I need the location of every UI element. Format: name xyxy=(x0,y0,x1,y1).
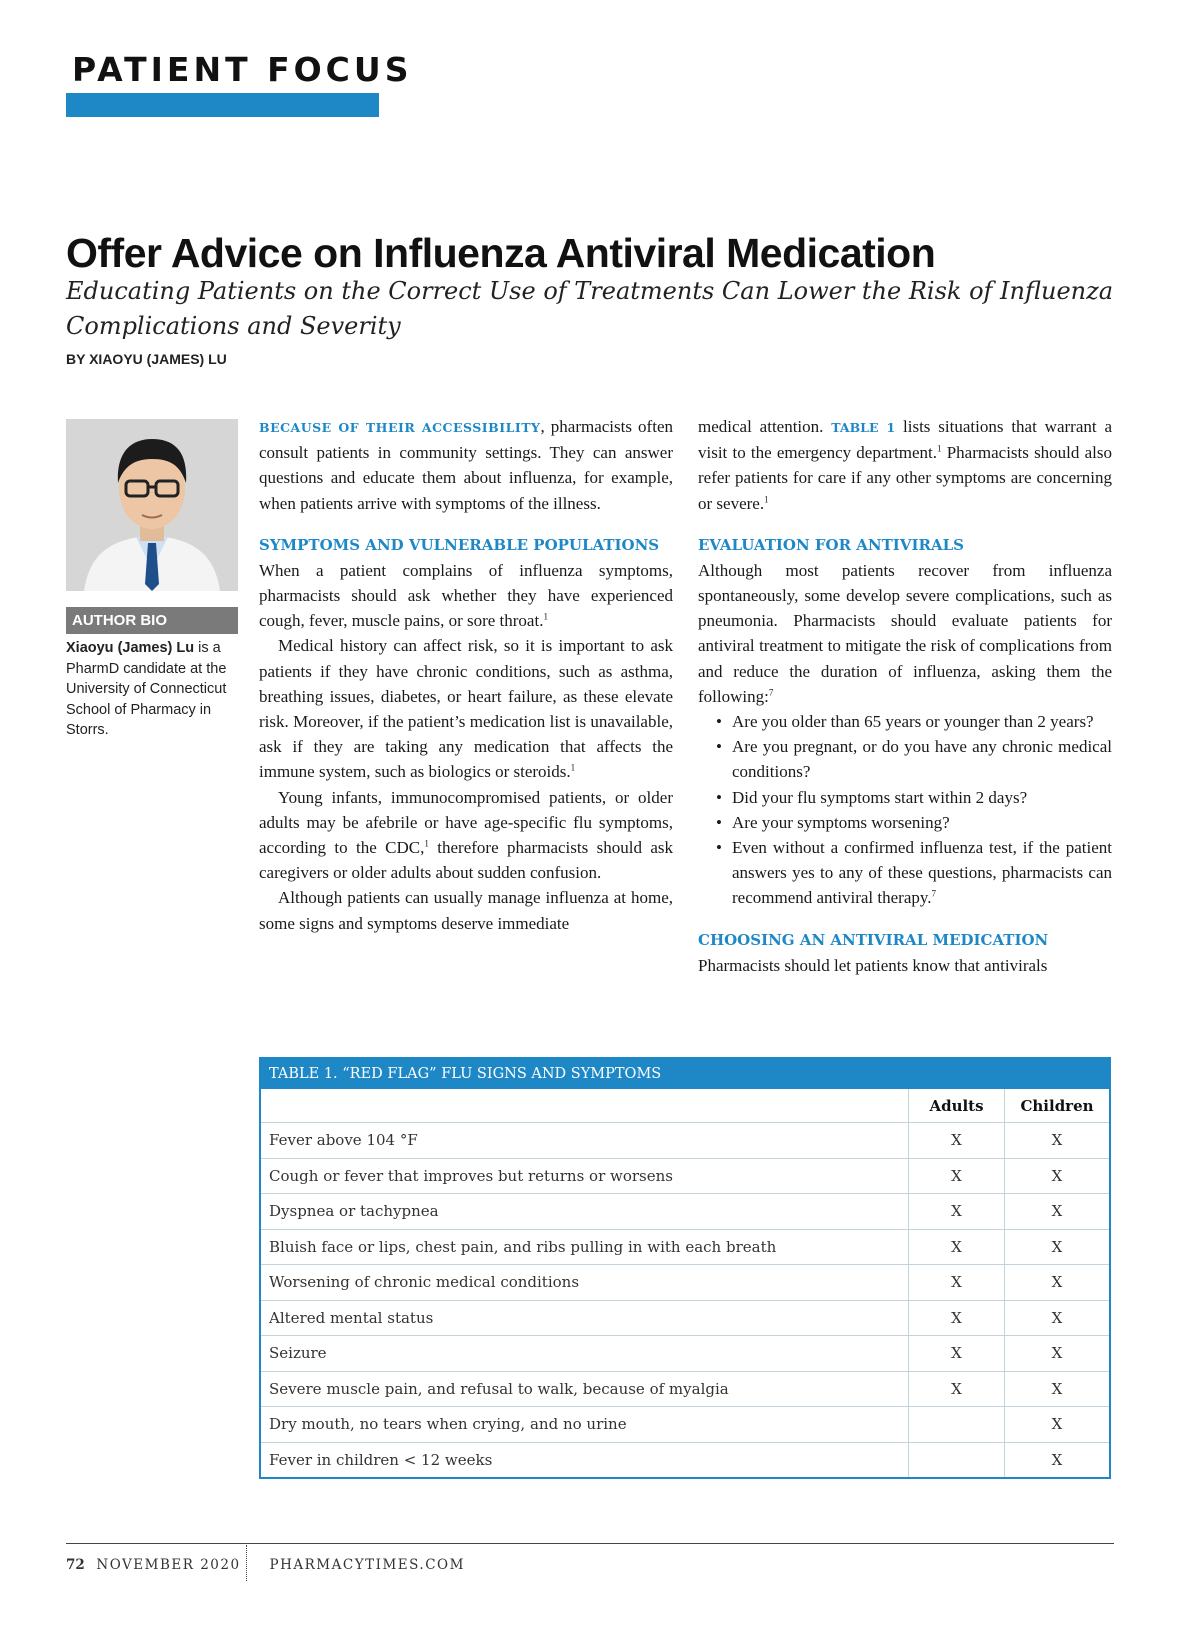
table-row xyxy=(261,1194,1109,1230)
column-header-children: Children xyxy=(1005,1089,1110,1123)
page-number: 72 xyxy=(66,1557,85,1573)
page-footer xyxy=(66,1557,465,1573)
row-label: Bluish face or lips, chest pain, and ribs pulling in with each breath xyxy=(261,1229,909,1265)
row-label: Fever in children < 12 weeks xyxy=(269,1450,493,1469)
table-row xyxy=(261,1407,1109,1443)
paragraph-evaluation: Although most patients recover from influenza spontaneously, some develop severe complications, such as pneumonia. Pharmacists should evaluate patients for antiviral treatment to mitigate the risk of complications from and reduce the duration of influenza, asking them the following:$^7$ xyxy=(698,560,1112,706)
table-header-row xyxy=(261,1089,1109,1123)
table-row xyxy=(261,1336,1109,1372)
author-bio-text xyxy=(66,638,238,741)
row-label: Seizure xyxy=(261,1336,909,1372)
adults-cell xyxy=(909,1407,1005,1443)
list-item: • Are your symptoms worsening? xyxy=(716,812,950,832)
red-flag-table-grid xyxy=(261,1089,1109,1477)
children-cell: X xyxy=(1005,1229,1110,1265)
byline: BY XIAOYU (JAMES) LU xyxy=(66,351,227,367)
column-header-adults: Adults xyxy=(909,1089,1005,1123)
table-row xyxy=(261,1229,1109,1265)
adults-cell xyxy=(909,1442,1005,1477)
article-headline: Offer Advice on Influenza Antiviral Medication xyxy=(66,230,936,276)
adults-cell: X xyxy=(909,1194,1005,1230)
body-column-2 xyxy=(698,414,1112,978)
table-row xyxy=(261,1158,1109,1194)
adults-cell: X xyxy=(909,1371,1005,1407)
children-cell: X xyxy=(1005,1300,1110,1336)
heading-choosing: CHOOSING AN ANTIVIRAL MEDICATION xyxy=(698,930,1049,949)
author-photo xyxy=(66,419,238,591)
table-row xyxy=(261,1123,1109,1159)
adults-cell: X xyxy=(909,1265,1005,1301)
children-cell: X xyxy=(1005,1158,1110,1194)
heading-symptoms: SYMPTOMS AND VULNERABLE POPULATIONS xyxy=(259,535,660,554)
table-title: TABLE 1. “RED FLAG” FLU SIGNS AND SYMPTOMS xyxy=(261,1059,1109,1089)
list-item: • Even without a confirmed influenza test, if the patient answers yes to any of these questions, pharmacists can recommend antiviral therapy.$^7$ xyxy=(716,838,1112,908)
heading-evaluation: EVALUATION FOR ANTIVIRALS xyxy=(698,535,964,554)
red-flag-table xyxy=(259,1057,1111,1479)
paragraph-home-care: Although patients can usually manage influenza at home, some signs and symptoms deserve immediate xyxy=(259,888,673,933)
site-url: PHARMACYTIMES.COM xyxy=(269,1557,465,1573)
table-row xyxy=(261,1300,1109,1336)
paragraph-medical-history: Medical history can affect risk, so it is important to ask patients if they have chronic conditions, such as asthma, breathing issues, diabetes, or heart failure, as these elevate risk. Moreover, if the patient’s medication list is unavailable, ask if they are taking any medication that affects the immune system, such as biologics or steroids.$^1$ xyxy=(259,636,673,782)
evaluation-question-list xyxy=(698,709,1112,911)
adults-cell: X xyxy=(909,1123,1005,1159)
list-item: • Are you older than 65 years or younger than 2 years? xyxy=(716,712,1094,732)
section-label: PATIENT FOCUS xyxy=(72,50,413,89)
table-row xyxy=(261,1371,1109,1407)
table-row xyxy=(261,1265,1109,1301)
children-cell: X xyxy=(1005,1194,1110,1230)
adults-cell: X xyxy=(909,1300,1005,1336)
row-label: Fever above 104 °F xyxy=(261,1123,909,1159)
list-item: • Are you pregnant, or do you have any chronic medical conditions? xyxy=(716,737,1112,782)
author-name: Xiaoyu (James) Lu xyxy=(66,640,195,656)
adults-cell: X xyxy=(909,1336,1005,1372)
paragraph-medical-attention: medical attention. TABLE 1 lists situations that warrant a visit to the emergency department.$^1$ Pharmacists should also refer patients for care if any other symptoms are concerning or severe.$^1$ xyxy=(698,417,1113,513)
children-cell: X xyxy=(1005,1371,1110,1407)
article-subhead: Educating Patients on the Correct Use of Treatments Can Lower the Risk of Influenza Complications and Severity xyxy=(66,277,1114,340)
body-column-1 xyxy=(259,414,673,936)
section-accent-bar xyxy=(66,93,379,117)
row-label: Dry mouth, no tears when crying, and no urine xyxy=(261,1407,909,1443)
paragraph-symptoms: When a patient complains of influenza symptoms, pharmacists should ask whether they have experienced cough, fever, muscle pains, or sore throat.$^1$ xyxy=(259,560,673,631)
lead-in: BECAUSE OF THEIR ACCESSIBILITY xyxy=(259,420,541,435)
issue-date: NOVEMBER 2020 xyxy=(96,1557,241,1573)
row-label: Altered mental status xyxy=(261,1300,909,1336)
table-reference: TABLE 1 xyxy=(831,420,896,435)
author-bio-tag: AUTHOR BIO xyxy=(66,607,238,634)
author-bio-description: is a PharmD candidate at the University of Connecticut School of Pharmacy in Storrs. xyxy=(66,640,227,738)
list-item: • Did your flu symptoms start within 2 days? xyxy=(716,787,1028,807)
table-header-blank xyxy=(261,1089,909,1123)
footer-rule xyxy=(66,1543,1114,1544)
row-label: Severe muscle pain, and refusal to walk, because of myalgia xyxy=(261,1371,909,1407)
children-cell: X xyxy=(1005,1336,1110,1372)
paragraph-choosing: Pharmacists should let patients know that antivirals xyxy=(698,955,1048,975)
row-label: Dyspnea or tachypnea xyxy=(261,1194,909,1230)
adults-cell: X xyxy=(909,1229,1005,1265)
paragraph-intro: BECAUSE OF THEIR ACCESSIBILITY, pharmacists often consult patients in community settings. They can answer questions and educate them about influenza, for example, when patients arrive with symptoms of the illness. xyxy=(259,417,673,513)
children-cell: X xyxy=(1005,1123,1110,1159)
children-cell: X xyxy=(1005,1265,1110,1301)
table-row xyxy=(261,1442,1109,1477)
row-label: Worsening of chronic medical conditions xyxy=(261,1265,909,1301)
paragraph-vulnerable: Young infants, immunocompromised patients, or older adults may be afebrile or have age-specific flu symptoms, according to the CDC,$^1$ therefore pharmacists should ask caregivers or older adults about sudden confusion. xyxy=(259,787,673,883)
children-cell: X xyxy=(1005,1407,1110,1443)
children-cell: X xyxy=(1005,1442,1110,1477)
adults-cell: X xyxy=(909,1158,1005,1194)
row-label: Cough or fever that improves but returns or worsens xyxy=(261,1158,909,1194)
